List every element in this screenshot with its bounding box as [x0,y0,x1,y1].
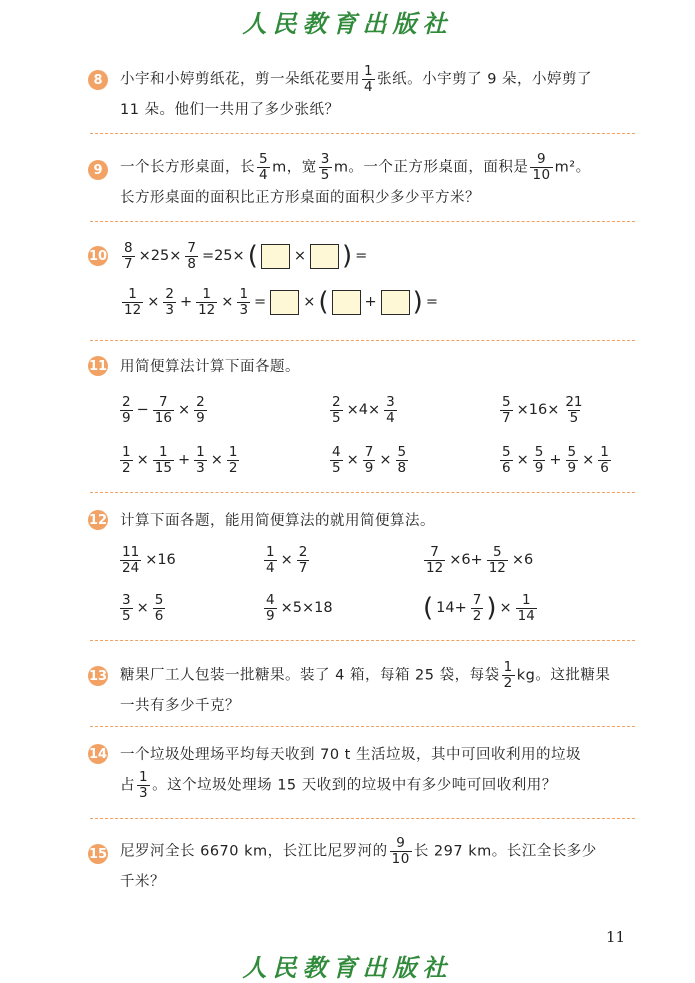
dashed-divider [90,640,635,641]
expression [328,440,410,480]
answer-box[interactable] [381,290,410,315]
expression [262,540,311,580]
text-segment: m²。 [554,159,591,176]
numerator: 3 [320,151,330,167]
operator: × [516,452,529,468]
operator: × [136,452,149,468]
text-segment: 占 [120,777,135,794]
equals-sign: = [355,248,368,264]
fraction [330,395,343,426]
right-paren: ) [412,287,423,317]
equation-row-b [120,282,440,322]
text-segment: 。这个垃圾处理场 15 天收到的垃圾中有多少吨可回收利用？ [152,777,557,794]
operator: − [136,402,149,418]
fraction [530,152,552,183]
denominator: 9 [567,459,577,476]
numerator: 2 [196,393,205,410]
fraction [396,445,409,476]
denominator: 6 [154,607,164,624]
fraction [598,445,611,476]
problem-text [120,740,635,801]
operator: + [364,294,377,310]
fraction [185,241,198,272]
fraction [122,241,135,272]
answer-box[interactable] [270,290,299,315]
numerator: 1 [202,285,211,302]
numerator: 7 [159,393,168,410]
numerator: 5 [534,443,544,460]
numerator: 1 [196,443,205,460]
text-segment: 11 朵。他们一共用了多少张纸？ [120,102,340,118]
problem-8 [90,64,635,130]
fraction [487,545,508,576]
numerator: 5 [502,393,511,410]
dashed-divider [90,221,635,222]
expression [422,540,535,580]
problem-number-badge: 13 [88,666,108,686]
numerator: 2 [298,543,308,560]
fraction [137,770,150,801]
numerator: 11 [122,543,140,560]
denominator: 9 [266,607,275,624]
numerator: 1 [503,659,513,675]
problem-number-badge: 11 [88,356,108,376]
fraction [120,545,141,576]
denominator: 9 [534,459,544,476]
fraction [533,445,546,476]
fraction [237,287,250,318]
fraction [163,287,176,318]
denominator: 12 [488,559,506,576]
operator: ×4× [346,402,381,418]
denominator: 5 [122,607,131,624]
denominator: 10 [391,851,410,867]
operator: ×16 [145,552,176,568]
page-number: 11 [606,928,626,946]
operator: × [280,552,293,568]
expression [118,440,241,480]
numerator: 4 [332,443,341,460]
numerator: 1 [159,443,168,460]
problem-9 [90,150,635,216]
operator: × [582,452,595,468]
denominator: 3 [196,459,205,476]
text-segment: m。一个正方形桌面，面积是 [333,159,529,176]
denominator: 2 [228,459,238,476]
text-segment: 千米？ [120,874,165,890]
numerator: 1 [239,285,249,302]
numerator: 1 [228,443,238,460]
problem-number-badge: 12 [88,510,108,530]
numerator: 8 [124,239,133,256]
operator: × [221,294,234,310]
numerator: 5 [567,443,577,460]
numerator: 5 [259,151,269,167]
fraction [196,287,217,318]
numerator: 9 [396,835,406,851]
operator: ×6+ [449,552,483,568]
numerator: 1 [122,443,131,460]
problem-number-badge: 15 [88,844,108,864]
text-segment: 尼罗河全长 6670 km，长江比尼罗河的 [120,843,388,860]
publisher-logo-bottom: 人民教育出版社 [242,953,453,982]
operator: ×6 [511,552,534,568]
denominator: 6 [600,459,609,476]
equals-sign: = [425,294,438,310]
denominator: 5 [320,167,330,183]
operator: + [179,294,193,310]
text-segment: 一共有多少千克？ [120,698,240,714]
publisher-logo-top: 人民教育出版社 [242,9,453,38]
expression [262,588,335,628]
text-segment: 长方形桌面的面积比正方形桌面的面积少多少平方米？ [120,190,480,206]
expression [328,390,399,430]
expression [118,588,167,628]
problem-13 [90,658,635,724]
numerator: 3 [122,591,131,608]
problem-11 [90,352,635,487]
denominator: 8 [397,459,407,476]
denominator: 7 [298,559,308,576]
fraction [424,545,445,576]
denominator: 15 [154,459,172,476]
right-paren: ) [486,593,497,623]
denominator: 12 [426,559,444,576]
fraction [227,445,240,476]
denominator: 10 [532,167,551,183]
dashed-divider [90,340,635,341]
dashed-divider [90,492,635,493]
fraction [297,545,310,576]
numerator: 7 [430,543,439,560]
fraction [330,445,343,476]
dashed-divider [90,133,635,134]
fraction [257,152,270,183]
fraction [194,395,207,426]
denominator: 16 [154,409,172,426]
denominator: 4 [266,559,275,576]
operator: × [499,600,512,616]
answer-box[interactable] [332,290,361,315]
problem-10 [90,234,635,334]
instruction-text: 计算下面各题，能用简便算法的就用简便算法。 [120,513,435,529]
numerator: 1 [364,63,374,79]
denominator: 2 [122,459,131,476]
denominator: 4 [386,409,395,426]
denominator: 4 [259,167,269,183]
numerator: 7 [364,443,374,460]
operator: + [177,452,191,468]
denominator: 3 [165,301,174,318]
fraction [120,395,133,426]
equals-sign: = [254,294,267,310]
problem-12 [90,506,635,634]
instruction-text: 用简便算法计算下面各题。 [120,359,300,375]
denominator: 4 [364,79,374,95]
fraction [516,593,537,624]
text-segment: 张纸。小宇剪了 9 朵，小婷剪了 [377,71,593,88]
numerator: 1 [266,543,275,560]
answer-box[interactable] [310,244,339,269]
problem-number-badge: 9 [88,160,108,180]
numerator: 2 [332,393,341,410]
operator: × [379,452,392,468]
text-segment: 一个长方形桌面，长 [120,159,255,176]
operator: 14+ [436,600,467,616]
numerator: 1 [139,769,149,785]
operator: × [346,452,359,468]
expression [498,440,613,480]
fraction [363,445,376,476]
denominator: 9 [364,459,374,476]
fraction [153,593,166,624]
problem-14 [90,738,635,804]
operator: × [136,600,149,616]
text-segment: 长 297 km。长江全长多少 [413,843,597,860]
fraction [194,445,207,476]
problem-text [120,64,635,125]
text-segment: 糖果厂工人包装一批糖果。装了 4 箱，每箱 25 袋，每袋 [120,667,500,684]
denominator: 12 [124,301,142,318]
denominator: 7 [502,409,511,426]
problem-number-badge: 10 [88,246,108,266]
expression [118,540,178,580]
operator: × [147,294,160,310]
fraction [264,593,277,624]
numerator: 1 [128,285,137,302]
denominator: 8 [187,255,196,272]
numerator: 5 [493,543,502,560]
expression [422,588,539,628]
numerator: 3 [386,393,395,410]
denominator: 2 [472,607,482,624]
numerator: 9 [536,151,547,167]
operator: ×5×18 [280,600,333,616]
fraction [153,395,174,426]
fraction [502,660,515,691]
left-paren: ( [247,241,258,271]
right-paren: ) [342,241,353,271]
fraction [563,395,584,426]
denominator: 5 [332,459,341,476]
numerator: 7 [187,239,196,256]
denominator: 2 [503,675,513,691]
operator: × [303,294,316,310]
text-segment: m，宽 [272,159,317,176]
denominator: 9 [122,409,131,426]
numerator: 2 [122,393,131,410]
denominator: 3 [239,301,249,318]
text-segment: kg。这批糖果 [516,667,611,684]
denominator: 24 [122,559,140,576]
fraction [384,395,397,426]
denominator: 3 [139,785,149,801]
left-paren: ( [423,593,434,623]
denominator: 14 [517,607,535,624]
fraction [122,287,143,318]
denominator: 12 [198,301,216,318]
fraction [120,593,133,624]
numerator: 7 [472,591,482,608]
denominator: 5 [332,409,341,426]
problem-number-badge: 14 [88,744,108,764]
expression [118,390,209,430]
problem-text [120,660,635,721]
fraction [362,64,375,95]
fraction [319,152,332,183]
denominator: 5 [569,409,579,426]
dashed-divider [90,726,635,727]
numerator: 1 [600,443,609,460]
denominator: 6 [502,459,511,476]
denominator: 9 [196,409,205,426]
fraction [471,593,484,624]
fraction [566,445,579,476]
text-segment: 小宇和小婷剪纸花，剪一朵纸花要用 [120,71,360,88]
text-segment: 一个垃圾处理场平均每天收到 70 t 生活垃圾，其中可回收利用的垃圾 [120,747,581,763]
operator: ×16× [516,402,560,418]
operator: + [549,452,562,468]
numerator: 21 [565,393,583,410]
numerator: 5 [154,591,164,608]
numerator: 4 [266,591,275,608]
problem-text [120,152,635,213]
fraction [500,445,513,476]
answer-box[interactable] [261,244,290,269]
left-paren: ( [318,287,329,317]
fraction [500,395,513,426]
numerator: 5 [502,443,511,460]
numerator: 2 [165,285,174,302]
fraction [153,445,174,476]
operator: ×25× [138,248,182,264]
expression [498,390,587,430]
fraction [120,445,133,476]
problem-number-badge: 8 [88,70,108,90]
numerator: 5 [397,443,407,460]
operator: × [293,248,306,264]
problem-15 [90,830,635,896]
dashed-divider [90,818,635,819]
fraction [390,836,412,867]
operator: =25× [201,248,245,264]
fraction [264,545,277,576]
operator: × [210,452,223,468]
numerator: 1 [521,591,531,608]
problem-text [120,836,635,897]
denominator: 7 [124,255,133,272]
operator: × [177,402,191,418]
equation-row-a [120,236,369,276]
